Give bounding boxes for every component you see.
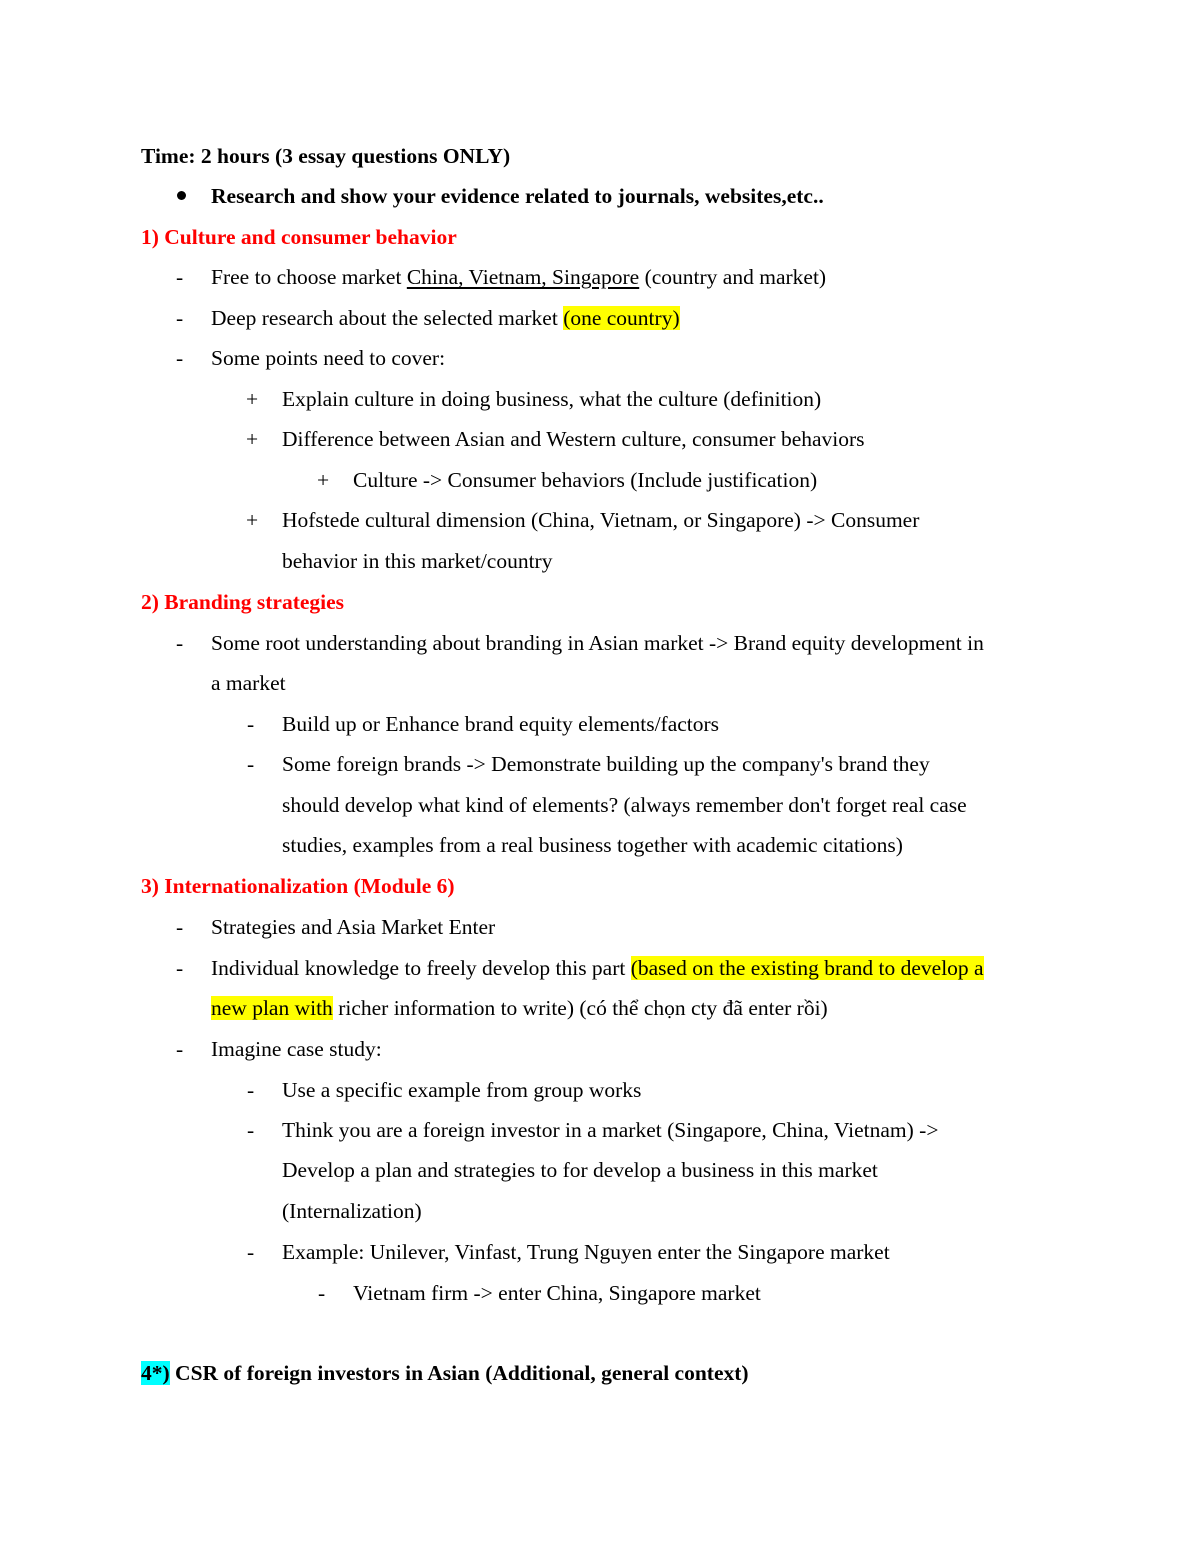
dash-marker: - bbox=[247, 1240, 255, 1264]
dash-marker: - bbox=[247, 1118, 255, 1142]
dash-marker: - bbox=[176, 631, 184, 655]
q1-sub-2: Difference between Asian and Western culture, consumer behaviors bbox=[282, 427, 865, 451]
dash-marker: - bbox=[247, 1078, 255, 1102]
q1-sub-1: Explain culture in doing business, what the culture (definition) bbox=[282, 387, 822, 411]
q1-item-3: Some points need to cover: bbox=[211, 346, 446, 370]
exam-time-title: Time: 2 hours (3 essay questions ONLY) bbox=[141, 144, 511, 168]
q2-sub-2-line-2: should develop what kind of elements? (always remember don't forget real case bbox=[282, 793, 967, 817]
q2-sub-2-line-1: Some foreign brands -> Demonstrate building up the company's brand they bbox=[282, 752, 930, 776]
dash-marker: - bbox=[176, 1037, 184, 1061]
q2-sub-2-line-3: studies, examples from a real business together with academic citations) bbox=[282, 833, 903, 857]
market-options-underlined: China, Vietnam, Singapore bbox=[406, 265, 640, 289]
section-4-heading: 4*) CSR of foreign investors in Asian (Additional, general context) bbox=[141, 1361, 749, 1385]
section-2-heading: 2) Branding strategies bbox=[141, 590, 345, 614]
q3-item-2-line-2: new plan with richer information to write) (có thể chọn cty đã enter rồi) bbox=[211, 996, 828, 1020]
q1-item-2: Deep research about the selected market (one country) bbox=[211, 306, 680, 330]
highlight-4-star: 4*) bbox=[141, 1361, 170, 1385]
q1-sub-3-line-1: Hofstede cultural dimension (China, Vietnam, or Singapore) -> Consumer bbox=[282, 508, 920, 532]
q2-item-1-line-1: Some root understanding about branding in Asian market -> Brand equity development in bbox=[211, 631, 984, 655]
dash-marker: - bbox=[176, 915, 184, 939]
q2-item-1-line-2: a market bbox=[211, 671, 286, 695]
plus-marker: + bbox=[246, 508, 259, 532]
q2-sub-1: Build up or Enhance brand equity elements/factors bbox=[282, 712, 720, 736]
plus-marker: + bbox=[246, 387, 259, 411]
plus-marker: + bbox=[317, 468, 330, 492]
q3-sub-2-line-2: Develop a plan and strategies to for develop a business in this market bbox=[282, 1158, 878, 1182]
q3-sub-2-line-1: Think you are a foreign investor in a market (Singapore, China, Vietnam) -> bbox=[282, 1118, 939, 1142]
highlight-new-plan: new plan with bbox=[211, 996, 333, 1020]
highlight-one-country: (one country) bbox=[563, 306, 680, 330]
dash-marker: - bbox=[176, 306, 184, 330]
q3-sub-2-line-3: (Internalization) bbox=[282, 1199, 422, 1223]
q3-item-2-line-1: Individual knowledge to freely develop this part (based on the existing brand to develop a bbox=[211, 956, 984, 980]
q3-sub-1: Use a specific example from group works bbox=[282, 1078, 642, 1102]
q1-sub-3-line-2: behavior in this market/country bbox=[282, 549, 553, 573]
dash-marker: - bbox=[247, 752, 255, 776]
q1-item-1: Free to choose market China, Vietnam, Singapore (country and market) bbox=[211, 265, 827, 289]
q3-item-3: Imagine case study: bbox=[211, 1037, 382, 1061]
bullet-dot-icon bbox=[177, 191, 186, 200]
research-bullet-text: Research and show your evidence related to journals, websites,etc.. bbox=[211, 184, 824, 208]
dash-marker: - bbox=[176, 265, 184, 289]
dash-marker: - bbox=[176, 956, 184, 980]
q1-subsub-1: Culture -> Consumer behaviors (Include justification) bbox=[353, 468, 818, 492]
section-3-heading: 3) Internationalization (Module 6) bbox=[141, 874, 455, 898]
dash-marker: - bbox=[247, 712, 255, 736]
q3-item-1: Strategies and Asia Market Enter bbox=[211, 915, 496, 939]
dash-marker: - bbox=[318, 1281, 326, 1305]
highlight-existing-brand: (based on the existing brand to develop a bbox=[630, 956, 984, 980]
dash-marker: - bbox=[176, 346, 184, 370]
q3-sub-3: Example: Unilever, Vinfast, Trung Nguyen enter the Singapore market bbox=[282, 1240, 890, 1264]
section-1-heading: 1) Culture and consumer behavior bbox=[141, 225, 457, 249]
q3-subsub-1: Vietnam firm -> enter China, Singapore market bbox=[353, 1281, 761, 1305]
plus-marker: + bbox=[246, 427, 259, 451]
